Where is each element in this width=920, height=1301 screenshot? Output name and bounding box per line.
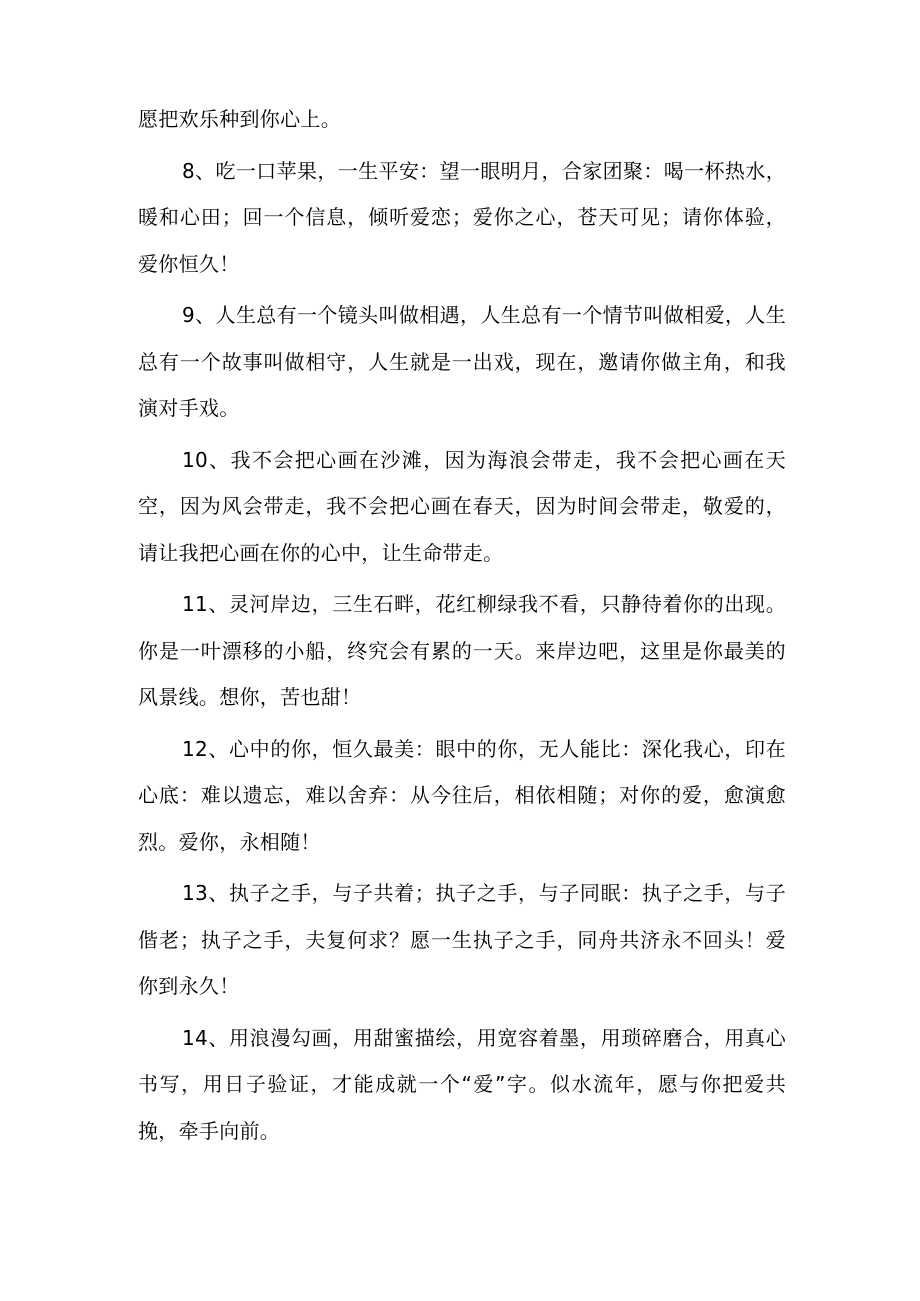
paragraph-item-12: 12、心中的你，恒久最美：眼中的你，无人能比：深化我心，印在心底：难以遗忘，难以舍弃：从今往后，相依相随；对你的爱，愈演愈烈。爱你，永相随！ bbox=[138, 736, 786, 854]
paragraph-item-9: 9、人生总有一个镜头叫做相遇，人生总有一个情节叫做相爱，人生总有一个故事叫做相守，人生就是一出戏，现在，邀请你做主角，和我演对手戏。 bbox=[138, 303, 786, 420]
paragraph-item-8: 8、吃一口苹果，一生平安：望一眼明月，合家团聚：喝一杯热水，暖和心田；回一个信息，倾听爱恋；爱你之心，苍天可见；请你体验，爱你恒久！ bbox=[138, 158, 786, 276]
paragraph-continuation: 愿把欢乐种到你心上。 bbox=[138, 107, 341, 131]
paragraph-item-11: 11、灵河岸边，三生石畔，花红柳绿我不看，只静待着你的出现。你是一叶漂移的小船，终究会有累的一天。来岸边吧，这里是你最美的风景线。想你，苦也甜！ bbox=[138, 592, 786, 709]
paragraph-item-14: 14、用浪漫勾画，用甜蜜描绘，用宽容着墨，用琐碎磨合，用真心书写，用日子验证，才能成就一个“爱”字。似水流年，愿与你把爱共挽，牵手向前。 bbox=[138, 1025, 786, 1143]
paragraph-item-13: 13、执子之手，与子共着；执子之手，与子同眠：执子之手，与子偕老；执子之手，夫复何求？愿一生执子之手，同舟共济永不回头！爱你到永久！ bbox=[138, 881, 786, 998]
document-body bbox=[138, 96, 786, 1159]
paragraph-item-10: 10、我不会把心画在沙滩，因为海浪会带走，我不会把心画在天空，因为风会带走，我不会把心画在春天，因为时间会带走，敬爱的，请让我把心画在你的心中，让生命带走。 bbox=[138, 447, 786, 565]
